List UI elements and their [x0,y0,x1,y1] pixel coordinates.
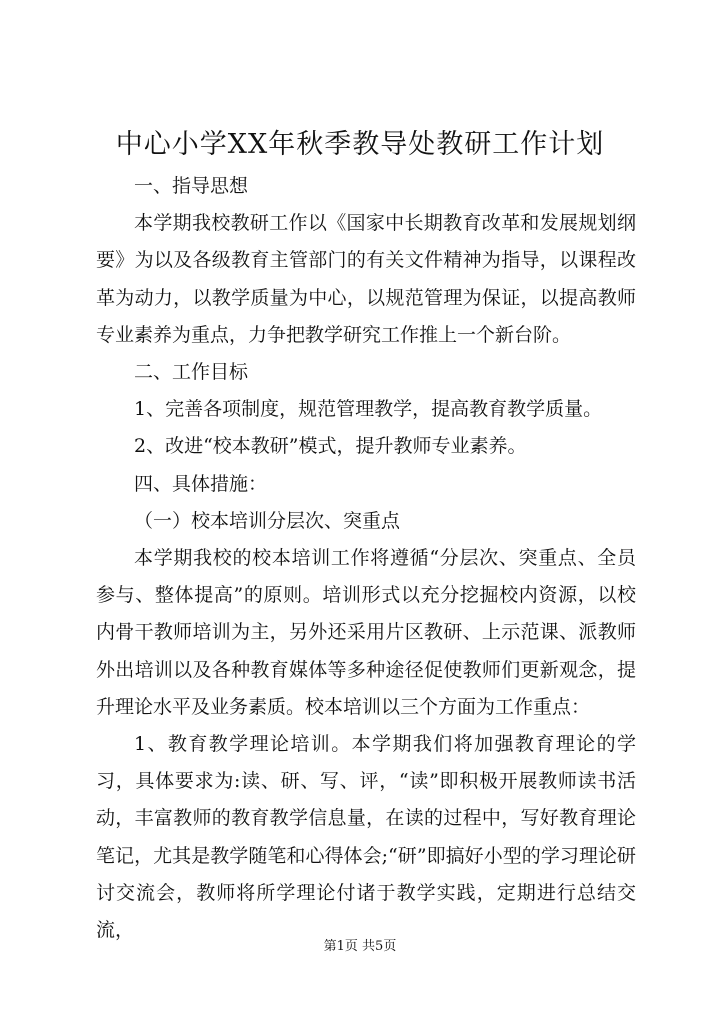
subsection-heading-school-training: （一）校本培训分层次、突重点 [134,509,401,532]
page-footer: 第1页 共5页 [323,939,397,954]
document-body [96,168,636,949]
paragraph-theory-training: 1、教育教学理论培训。本学期我们将加强教育理论的学习，具体要求为:读、研、写、评，“读”即积极开展教师读书活动，丰富教师的教育教学信息量，在读的过程中，写好教育理论笔记，尤其是教学随笔和心得体会;“研”即搞好小型的学习理论研讨交流会，教师将所学理论付诸于教学实践，定期进行总结交流， [96,733,636,942]
section-heading-work-goals: 二、工作目标 [134,361,249,384]
goal-item-1: 1、完善各项制度，规范管理教学，提高教育教学质量。 [134,398,603,421]
goal-item-2: 2、改进“校本教研”模式，提升教师专业素养。 [134,435,527,458]
section-heading-guiding-ideology: 一、指导思想 [134,175,249,197]
document-title: 中心小学XX年秋季教导处教研工作计划 [115,129,605,160]
paragraph-guiding-ideology: 本学期我校教研工作以《国家中长期教育改革和发展规划纲要》为以及各级教育主管部门的有关文件精神为指导，以课程改革为动力，以教学质量为中心，以规范管理为保证，以提高教师专业素养为重点，力争把教学研究工作推上一个新台阶。 [96,212,636,346]
section-heading-measures: 四、具体措施： [134,472,268,495]
paragraph-school-training: 本学期我校的校本培训工作将遵循“分层次、突重点、全员参与、整体提高”的原则。培训形式以充分挖掘校内资源，以校内骨干教师培训为主，另外还采用片区教研、上示范课、派教师外出培训以及各种教育媒体等多种途径促使教师们更新观念，提升理论水平及业务素质。校本培训以三个方面为工作重点： [96,547,636,718]
